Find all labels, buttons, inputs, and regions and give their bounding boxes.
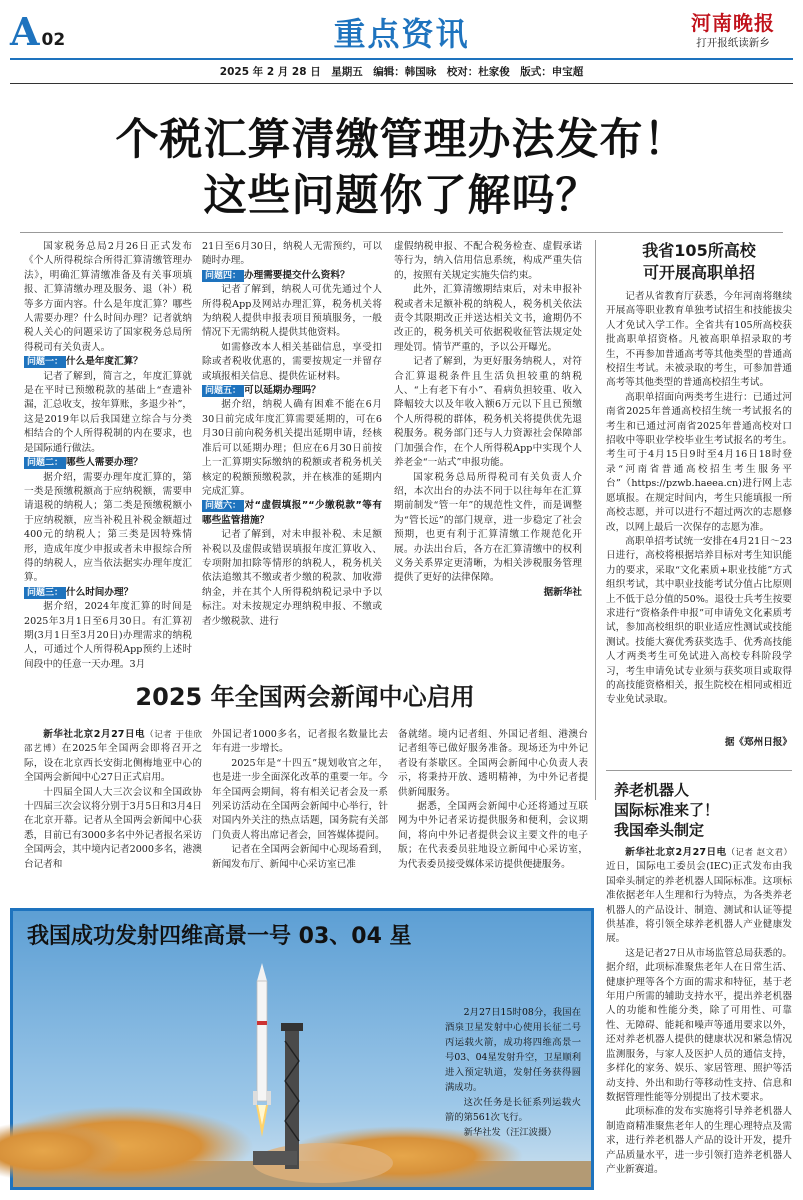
question-tag: 问题二： bbox=[24, 457, 66, 469]
paragraph: 记者从省教育厅获悉，今年河南将继续开展高等职业教育单独考试招生和技能拔尖人才免试入学工作。全省共有105所高校获批高职单招资格。凡被高职单招录取的考生，不再参加普通高考等其他类型的普通高校招生考试。未被录取的考生，可参加普通高考等其他类型的普通高校招生考试。 bbox=[606, 291, 792, 389]
paragraph: 国家税务总局2月26日正式发布《个人所得税综合所得汇算清缴管理办法》，明确汇算清缴准备及有关事项填报、汇算清缴办理及服务、退（补）税等多方面内容。什么是年度汇算？哪些人需要办理？什么时间办理？记者就纳税人关心的问题采访了国家税务总局所得税司有关负责人。 bbox=[24, 241, 192, 353]
sidebar2-body bbox=[606, 846, 792, 1186]
question-tag: 问题四： bbox=[202, 270, 244, 282]
dateline: 2025 年 2 月 28 日 星期五 编辑：韩国咏 校对：杜家俊 版式：申宝超 bbox=[219, 66, 584, 78]
paragraph: 高职单招考试统一安排在4月21日～23日进行，高校将根据培养目标对考生知识能力的要求，采取“文化素质+职业技能”方式组织考试，其中职业技能考试分值占比原则上不低于总分值的50%。退役士兵考生按要求进行“资格条件申报”可申请免文化素质考试，参加高校组织的职业适应性测试或技能测试。技能大赛优秀获奖选手、优秀高技能人才两类考生可免试进入高校专科阶段学习，考生申请免试专业须与获奖项目或取得的高技能资格相关，报生院校在相同或相近专业免试录取。 bbox=[606, 535, 792, 706]
paragraph: 此外，汇算清缴期结束后，对未申报补税或者未足额补税的纳税人，税务机关依法责令其限期改正并送达相关文书，逾期仍不改正的，税务机关可依据税收征管法规定处理处罚。情节严重的，予以公开曝光。 bbox=[394, 284, 582, 353]
question-heading: 问题四： 办理需要提交什么资料？ bbox=[202, 269, 382, 283]
paragraph: 国家税务总局所得税司有关负责人介绍，本次出台的办法不同于以往每年在汇算期前制发“管一年”的规范性文件，而是调整为“管长远”的部门规章，进一步稳定了社会预期，也更有利于汇算清缴工作规范化开展。办法出台后，各方在汇算清缴中的权利义务关系界定更清晰，为相关涉税服务管理提供了更好的法律保障。 bbox=[394, 471, 582, 584]
sidebar1-title: 我省105所高校 可开展高职单招 bbox=[642, 241, 756, 282]
paragraph: 2025年是“十四五”规划收官之年，也是进一步全面深化改革的重要一年。今年全国两会期间，将有相关记者会及一系列采访活动在全国两会新闻中心举行，针对国内外关注的热点话题，国务院有关部门负责人将出席记者会，回答媒体提问。 bbox=[212, 757, 388, 841]
sidebar1-source: 据《郑州日报》 bbox=[724, 737, 792, 748]
question-tag: 问题五： bbox=[202, 385, 244, 397]
paragraph: 如需修改本人相关基础信息，享受扣除或者税收优惠的，需要按规定一并留存或填报相关信息、提供佐证材料。 bbox=[202, 341, 382, 382]
paragraph: 据介绍，纳税人确有困难不能在6月30日前完成年度汇算需要延期的，可在6月30日前向税务机关提出延期申请，经核准后可以延期办理；但应在6月30日前按上一汇算期实际缴纳的税额或者税务机关核定的税额预缴税款，并在核准的延期内完成汇算。 bbox=[202, 399, 382, 497]
sidebar-elderly-robot bbox=[606, 780, 792, 1192]
launch-headline: 我国成功发射四维高景一号 03、04 星 bbox=[27, 924, 412, 949]
news-center-headline: 2025 年全国两会新闻中心启用 bbox=[135, 683, 475, 711]
dateline-rule bbox=[10, 83, 793, 84]
page-letter: A bbox=[10, 9, 40, 54]
question-tag: 问题三： bbox=[24, 587, 66, 599]
paragraph: 记者在全国两会新闻中心现场看到，新闻发布厅、新闻中心采访室已准 bbox=[212, 844, 388, 870]
question-tag: 问题六： bbox=[202, 500, 244, 512]
caption-text: 这次任务是长征系列运载火箭的第561次飞行。 bbox=[445, 1097, 581, 1123]
article-source: 据新华社 bbox=[543, 586, 582, 598]
main-article-col-1 bbox=[24, 240, 192, 670]
question-heading: 问题五： 可以延期办理吗？ bbox=[202, 384, 382, 398]
paragraph: 十四届全国人大三次会议和全国政协十四届三次会议将分别于3月5日和3月4日在北京开幕。记者从全国两会新闻中心获悉，目前已有3000多名中外记者报名采访全国两会，其中境内记者2000多名，港澳台记者和 bbox=[24, 786, 202, 870]
paragraph: 这是记者27日从市场监管总局获悉的。据介绍，此项标准聚焦老年人在日常生活、健康护理等各个方面的需求和特征，基于老年用户所需的辅助支持水平，提出养老机器人的功能和性能分类，除了可用性、可靠性、无障碍、能耗和噪声等通用要求以外，还对养老机器人提供的健康状况和紧急情况监测服务，与家人及医护人员的通信支持，多样化的家务、娱乐、家居管理、照护等活动支持、外出和助行等移动性支持、信息和数据管理性能等分别提出了技术要求。 bbox=[606, 947, 792, 1103]
main-headline bbox=[0, 112, 803, 224]
sidebar2-title: 养老机器人 国际标准来了！ 我国牵头制定 bbox=[614, 781, 720, 839]
launch-photo-box bbox=[10, 908, 594, 1190]
main-headline-line2: 这些问题你了解吗？ bbox=[203, 171, 600, 221]
launch-caption-box bbox=[445, 1005, 581, 1140]
paragraph: 据悉，全国两会新闻中心还将通过互联网为中外记者采访提供服务和便利，会议期间，将向中外记者提供会议主要文件的电子版；在代表委员驻地设立新闻中心采访室，为代表委员接受媒体采访提供便捷服务。 bbox=[398, 801, 588, 870]
paragraph: 21日至6月30日，纳税人无需预约，可以随时办理。 bbox=[202, 241, 382, 267]
news-center-col-3 bbox=[398, 728, 588, 886]
paragraph: 备就绪。境内记者组、外国记者组、港澳台记者组等已做好服务准备。现场还为中外记者设有茶歇区。全国两会新闻中心负责人表示，将秉持开放、透明精神，为中外记者提供新闻服务。 bbox=[398, 729, 588, 798]
paragraph: 据介绍，2024年度汇算的时间是2025年3月1日至6月30日。有汇算初期(3月1日至3月20日)办理需求的纳税人，可通过个人所得税App预约上述时间段中的任意一天办理。3月 bbox=[24, 601, 192, 670]
paragraph: 据介绍，需要办理年度汇算的，第一类是预缴税额高于应纳税额，需要申请退税的纳税人；第二类是预缴税额小于应纳税额，应当补税且补税金额超过400元的纳税人；第三类是因特殊情形，造成年度少申报或者未申报综合所得的纳税人，应当依法据实办理年度汇算。 bbox=[24, 471, 192, 584]
paragraph: 虚假纳税申报、不配合税务检查、虚假承诺等行为，纳入信用信息系统，构成严重失信的，按照有关规定实施失信约束。 bbox=[394, 241, 582, 281]
paragraph: 高职单招面向两类考生进行：已通过河南省2025年普通高校招生统一考试报名的考生和已通过河南省2025年普通高校对口招收中等职业学校毕业生考试报名的考生。考生可于4月15日9时至4月16日18时登录“河南省普通高校招生考生服务平台”（https://pzwb.haeea.cn)进行网上志愿填报。在规定时间内，考生只能填报一所高校志愿，并可以进行不超过两次的志愿修改，以网上最后一次保存的志愿为准。 bbox=[606, 391, 792, 533]
main-headline-line1: 个税汇算清缴管理办法发布！ bbox=[115, 115, 688, 165]
question-heading: 问题二： 哪些人需要办理？ bbox=[24, 456, 192, 470]
question-heading: 问题三： 什么时间办理？ bbox=[24, 586, 192, 600]
paragraph: 记者了解到，简言之，年度汇算就是在平时已预缴税款的基础上“查遗补漏，汇总收支，按年算账，多退少补”，这是2019年以后我国建立综合与分类相结合的个人所得税制的内在要求，也是国际通行做法。 bbox=[24, 370, 192, 454]
headline-rule bbox=[20, 232, 783, 233]
news-center-col-2 bbox=[212, 728, 388, 886]
paragraph: 外国记者1000多名，记者报名数量比去年有进一步增长。 bbox=[212, 729, 388, 755]
main-article-col-2 bbox=[202, 240, 382, 660]
newspaper-slogan: 打开报纸读新乡 bbox=[696, 37, 770, 49]
question-heading: 问题六： 对“虚假填报”“少缴税款”等有哪些监管措施？ bbox=[202, 500, 382, 526]
photo-credit: 新华社发（汪江波摄） bbox=[463, 1127, 557, 1138]
paragraph: 新华社北京2月27日电（记者 赵文君）近日，国际电工委员会(IEC)正式发布由我国牵头制定的养老机器人国际标准。这项标准依据老年人生理和行为特点，为各类养老机器人的产品设计、制造、测试和认证等提供基准，将引领全球养老机器人产业健康发展。 bbox=[606, 847, 793, 945]
newspaper-logo bbox=[674, 10, 792, 56]
caption-text: 2月27日15时08分，我国在酒泉卫星发射中心使用长征二号丙运载火箭，成功将四维高景一号03、04星发射升空，卫星顺利进入预定轨道，发射任务获得圆满成功。 bbox=[445, 1007, 581, 1093]
sidebar1-body bbox=[606, 290, 792, 730]
column-divider bbox=[595, 240, 596, 800]
paragraph: 记者了解到，为更好服务纳税人，对符合汇算退税条件且生活负担较重的纳税人、“上有老下有小”、看病负担较重、收入降幅较大以及年收入额6万元以下且已预缴个人所得税的群体，税务机关将提供优先退税服务。税务部门还与人力资源社会保障部门加强合作，在个人所得税App中实现个人养老金“一站式”申报功能。 bbox=[394, 356, 582, 469]
news-center-col-1 bbox=[24, 728, 211, 886]
sidebar-high-vocational bbox=[606, 240, 792, 760]
page-number: 02 bbox=[41, 30, 66, 50]
question-tag: 问题一： bbox=[24, 356, 66, 368]
sidebar-rule bbox=[606, 770, 792, 771]
paragraph: 新华社北京2月27日电（记者 于佳欣 邵艺博）在2025年全国两会即将召开之际，设在北京西长安街北侧梅地亚中心的全国两会新闻中心27日正式启用。 bbox=[24, 729, 211, 784]
paragraph: 记者了解到，纳税人可优先通过个人所得税App及网站办理汇算，税务机关将为纳税人提供申报表项目预填服务，一般情况下无需纳税人提供其他资料。 bbox=[202, 284, 382, 339]
newspaper-name: 河南晚报 bbox=[691, 11, 775, 35]
main-article-col-3 bbox=[394, 240, 582, 660]
paragraph: 记者了解到，对未申报补税、未足额补税以及虚假或错误填报年度汇算收入、专项附加扣除等情形的纳税人，税务机关依法追缴其不缴或者少缴的税款、加收滞纳金，并在其个人所得税纳税记录中予以标注。对未按规定办理纳税申报、不缴或者少缴税款、进行 bbox=[202, 529, 382, 627]
masthead-rule bbox=[10, 58, 793, 60]
paragraph: 此项标准的发布实施将引导养老机器人制造商精准聚焦老年人的生理心理特点及需求，进行养老机器人产品的设计开发，提升产品质量水平，进一步引领打造养老机器人产业新赛道。 bbox=[606, 1106, 792, 1175]
question-heading: 问题一： 什么是年度汇算？ bbox=[24, 355, 192, 369]
section-title: 重点资讯 bbox=[333, 15, 470, 53]
launch-pad bbox=[253, 1151, 297, 1165]
